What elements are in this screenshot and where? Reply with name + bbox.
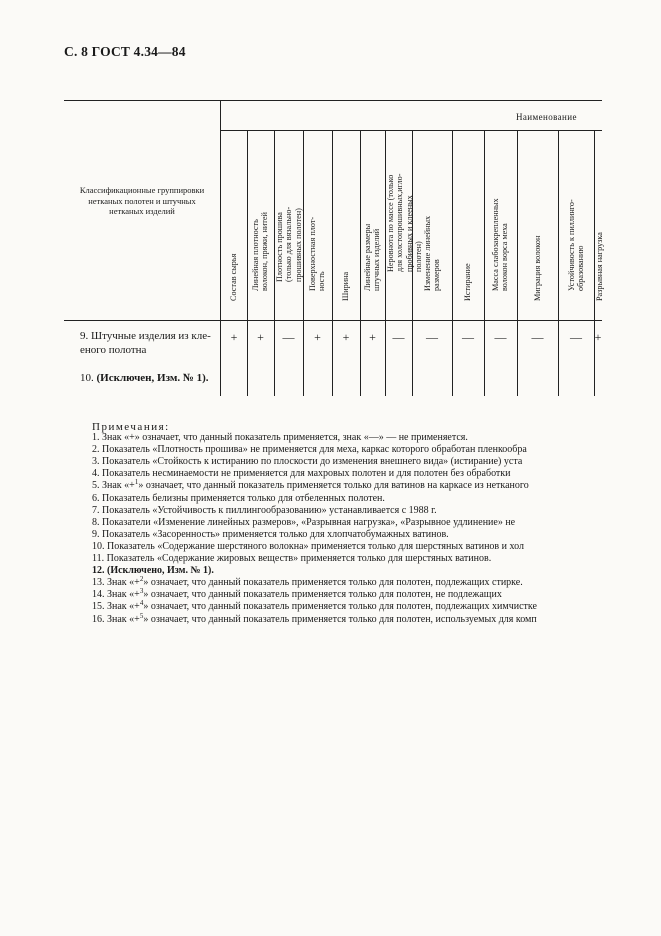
row-9-mark: — <box>531 330 544 344</box>
note-text: 11. Показатель «Содержание жировых веществ» применяется только для шерстяных ватинов. <box>92 553 492 564</box>
column-header-cell <box>360 130 385 320</box>
naimenovanie-heading: Наименование <box>516 112 577 122</box>
column-header-cell <box>274 130 303 320</box>
row-9-mark: + <box>342 330 350 344</box>
row-9-label-line: еного полотна <box>80 343 147 356</box>
column-header-cell <box>412 130 452 320</box>
table-top-rule <box>64 100 602 101</box>
column-header <box>363 224 382 291</box>
column-header <box>341 271 350 300</box>
column-header-cell <box>558 130 594 320</box>
note-text: 7. Показатель «Устойчивость к пиллингообразованию» устанавливается с 1988 г. <box>92 504 437 516</box>
note-text: 10. Показатель «Содержание шерстяного волокна» применяется только для шерстяных ватинов и хол <box>92 540 524 552</box>
note-text: 13. Знак «+ <box>92 577 140 589</box>
column-header-line: размеров <box>432 259 441 292</box>
note-text-tail: » означает, что данный показатель применяется только для ватинов на каркасе из нетканого <box>138 480 529 492</box>
column-header-line: Состав сырья <box>229 253 239 301</box>
column-header <box>595 232 604 301</box>
column-header-cell <box>517 130 558 320</box>
note-text: 12. (Исключено, Изм. № 1). <box>92 565 214 577</box>
note-text: 14. Знак «+ <box>92 589 140 601</box>
note-superscript: 2 <box>139 576 144 584</box>
row-9-mark: — <box>426 330 438 344</box>
column-header-line: Изменение линейных <box>422 216 432 292</box>
note-text: 2. Показатель «Плотность прошива» не применяется для меха, каркас которого обработан пленкообра <box>92 444 527 456</box>
column-header-line: волокон ворса меха <box>500 223 510 292</box>
note-text: 4. Показатель несминаемости не применяется для махровых полотен и для полотен без обработки <box>92 468 511 480</box>
note-text: 9. Показатель «Засоренность» применяется только для хлопчатобумажных ватинов. <box>92 528 449 540</box>
column-header-cell <box>452 130 484 320</box>
row-9-mark: — <box>570 330 582 344</box>
column-header-cell <box>247 130 274 320</box>
row-9-mark: + <box>257 330 264 344</box>
row-9-mark: — <box>462 330 474 344</box>
column-header <box>308 217 327 291</box>
column-header-line: Истирание <box>463 262 473 301</box>
row-9-mark: + <box>369 330 376 344</box>
column-header <box>463 263 472 301</box>
page-title: С. 8 ГОСТ 4.34—84 <box>64 44 186 59</box>
row-10-number: 10. <box>80 372 94 384</box>
column-header-line: Линейные размеры <box>363 224 373 292</box>
row-10-text: (Исключен, Изм. № 1). <box>96 372 209 384</box>
column-header-line: (только для вязально- <box>284 206 294 282</box>
note-text: 15. Знак «+ <box>92 601 140 613</box>
column-header-cell <box>303 130 332 320</box>
column-header <box>229 253 238 300</box>
column-header <box>275 207 303 282</box>
note-superscript: 3 <box>139 588 144 596</box>
column-header-line: полотен) <box>414 241 424 273</box>
group-column-heading <box>64 185 220 217</box>
column-header-cell <box>332 130 360 320</box>
note-text: 8. Показатели «Изменение линейных размеров», «Разрывная нагрузка», «Разрывное удлинение» не <box>92 516 516 528</box>
column-header-line: Плотность прошива <box>275 211 284 282</box>
row-9-mark: — <box>282 330 295 344</box>
column-header-cell <box>594 130 602 320</box>
notes-title: Примечания: <box>92 421 170 433</box>
column-header-cell <box>484 130 517 320</box>
row-9-mark: + <box>594 330 602 344</box>
row-9-label-line: 9. Штучные изделия из кле- <box>80 330 211 342</box>
column-header-line: штучных изделий <box>372 229 382 292</box>
note-superscript: 1 <box>134 479 139 487</box>
column-header-line: ность <box>317 271 327 292</box>
column-header <box>251 212 270 291</box>
note-text-tail: » означает, что данный показатель применяется только для полотен, используемых для комп <box>143 613 537 625</box>
note-text-tail: » означает, что данный показатель применяется только для полотен, подлежащих стирке. <box>143 577 523 589</box>
column-header-line: Масса слабозакрепленных <box>491 198 501 292</box>
note-text-tail: » означает, что данный показатель применяется только для полотен, не подлежащих <box>143 589 502 601</box>
row-9-mark: + <box>230 330 238 344</box>
group-heading-line: нетканых полотен и штучных <box>88 195 196 206</box>
row-9-label <box>80 330 220 357</box>
note-text: 16. Знак «+ <box>92 613 140 625</box>
column-header-line: Разрывная нагрузка <box>595 231 604 301</box>
group-heading-line: нетканых изделий <box>109 206 175 216</box>
column-header <box>491 199 510 292</box>
row-10-label <box>80 372 209 384</box>
note-text-tail: » означает, что данный показатель применяется только для полотен, подлежащих химчистке <box>143 601 537 613</box>
note-superscript: 4 <box>139 600 144 608</box>
column-header-line: волокон, пряжи, нитей <box>260 212 270 292</box>
column-header <box>533 235 542 300</box>
note-text: 5. Знак «+ <box>92 480 135 492</box>
column-header-line: Ширина <box>341 271 351 301</box>
group-heading-line: Классификационные группировки <box>79 185 205 195</box>
indicators-table <box>64 100 602 396</box>
row-9-mark: + <box>314 330 321 344</box>
note-superscript: 5 <box>139 612 144 620</box>
column-header-line: Поверхностная плот- <box>308 217 318 292</box>
row-9-mark: — <box>494 330 507 344</box>
column-header-line: пробивных и клееных <box>404 195 414 273</box>
column-header-line: Неровнота по массе (только <box>386 175 395 273</box>
row-9-mark: — <box>392 330 405 344</box>
column-header-line: прошивных полотен) <box>293 207 303 282</box>
column-header-line: Устойчивость к пиллинго- <box>566 199 576 292</box>
column-header-cell <box>221 130 247 320</box>
column-header-line: Линейная плотность <box>251 219 261 292</box>
column-header-line: образованию <box>576 245 585 292</box>
column-header-line: для холстопрошивных,игло- <box>395 173 405 273</box>
header-bottom-rule <box>64 320 602 321</box>
note-text: 1. Знак «+» означает, что данный показатель применяется, знак «—» — не применяется. <box>92 432 468 443</box>
column-header <box>567 199 586 291</box>
column-header <box>423 216 442 291</box>
column-header-cell <box>385 130 424 320</box>
note-text: 6. Показатель белизны применяется только для отбеленных полотен. <box>92 492 385 504</box>
note-text: 3. Показатель «Стойкость к истиранию по плоскости до изменения внешнего вида» (истирание) уста <box>92 456 523 468</box>
note-item <box>92 613 599 627</box>
column-header-line: Миграция волокон <box>532 235 542 301</box>
